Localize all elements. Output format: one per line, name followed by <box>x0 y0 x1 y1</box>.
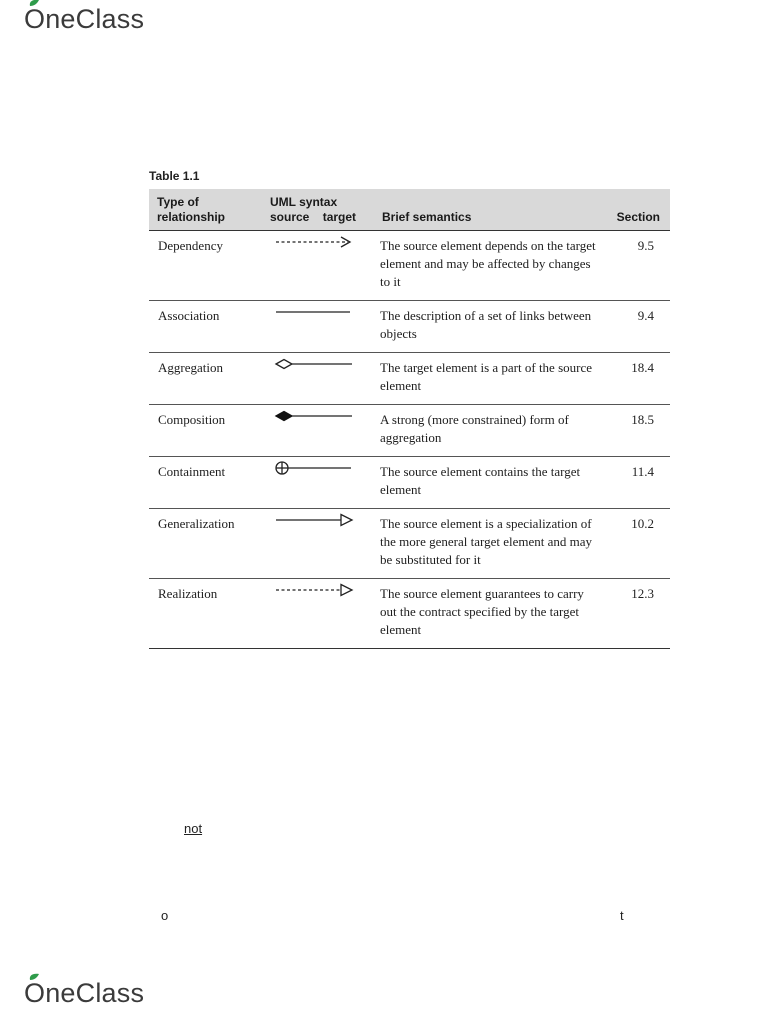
header-syntax-target: target <box>322 210 357 224</box>
hollow-triangle-arrow-icon <box>274 513 354 527</box>
row-section: 9.5 <box>600 231 670 301</box>
row-semantics: The description of a set of links between objects <box>374 301 600 353</box>
oneclass-logo-bottom <box>24 978 144 1009</box>
row-section: 9.4 <box>600 301 670 353</box>
row-type: Dependency <box>149 231 262 301</box>
table-header-row <box>149 189 670 231</box>
row-section: 12.3 <box>600 579 670 649</box>
header-syntax-source: source <box>270 210 310 224</box>
row-semantics: The source element contains the target element <box>374 457 600 509</box>
brand-name: OneClass <box>24 978 145 1008</box>
table-caption: Table 1.1 <box>149 169 200 183</box>
relationship-table <box>149 189 670 649</box>
row-semantics: The source element depends on the target element and may be affected by changes to it <box>374 231 600 301</box>
row-type: Realization <box>149 579 262 649</box>
row-type: Generalization <box>149 509 262 579</box>
header-section: Section <box>600 189 670 231</box>
header-semantics: Brief semantics <box>374 189 600 231</box>
row-type: Containment <box>149 457 262 509</box>
row-section: 11.4 <box>600 457 670 509</box>
row-semantics: The source element guarantees to carry out the contract specified by the target element <box>374 579 600 649</box>
row-type: Composition <box>149 405 262 457</box>
note-not: not <box>184 821 203 836</box>
row-type: Aggregation <box>149 353 262 405</box>
brand-name: OneClass <box>24 4 145 34</box>
table-row <box>149 353 670 405</box>
header-type-line2: relationship <box>157 210 226 224</box>
note-t: t <box>620 908 624 923</box>
row-section: 18.4 <box>600 353 670 405</box>
row-semantics: The source element is a specialization of the more general target element and may be substituted for it <box>374 509 600 579</box>
note-o: o <box>161 908 169 923</box>
dashed-triangle-arrow-icon <box>274 583 354 597</box>
header-syntax-line1: UML syntax <box>270 195 338 209</box>
leaf-icon <box>28 0 40 6</box>
header-type-line1: Type of <box>157 195 199 209</box>
dashed-open-arrow-icon <box>274 235 354 249</box>
row-semantics: The target element is a part of the source element <box>374 353 600 405</box>
hollow-diamond-icon <box>274 357 354 371</box>
filled-diamond-icon <box>274 409 354 423</box>
leaf-icon <box>28 973 40 980</box>
table-row <box>149 457 670 509</box>
header-syntax-line2 <box>270 210 374 225</box>
header-type <box>149 189 262 231</box>
table-row <box>149 405 670 457</box>
row-semantics: A strong (more constrained) form of aggregation <box>374 405 600 457</box>
solid-line-icon <box>274 305 354 319</box>
row-section: 18.5 <box>600 405 670 457</box>
table-row <box>149 301 670 353</box>
header-syntax <box>262 189 374 231</box>
table-row <box>149 579 670 649</box>
table-row <box>149 509 670 579</box>
circle-plus-icon <box>274 461 354 475</box>
table-row <box>149 231 670 301</box>
oneclass-logo-top <box>24 4 144 35</box>
row-section: 10.2 <box>600 509 670 579</box>
row-type: Association <box>149 301 262 353</box>
